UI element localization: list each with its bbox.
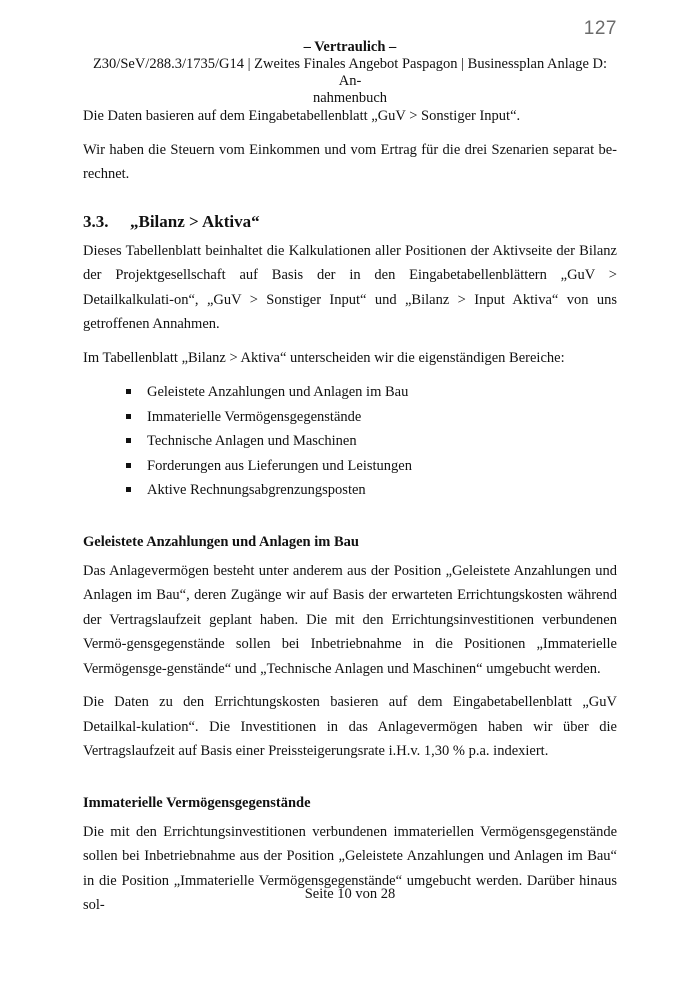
intro-paragraph-1: Die Daten basieren auf dem Eingabetabellenblatt „GuV > Sonstiger Input“. [83,108,521,124]
list-item: Aktive Rechnungsabgrenzungsposten [126,478,617,503]
square-bullet-icon [126,487,131,492]
list-item: Technische Anlagen und Maschinen [126,429,617,454]
reference-line-2: nahmenbuch [312,90,388,106]
section-title: „Bilanz > Aktiva“ [130,211,260,231]
section-heading [83,210,617,234]
square-bullet-icon [126,414,131,419]
intro-paragraph-2: Wir haben die Steuern vom Einkommen und vom Ertrag für die drei Szenarien separat be-rechnet. [83,141,617,182]
section-paragraph-2: Im Tabellenblatt „Bilanz > Aktiva“ unterscheiden wir die eigenständigen Bereiche: [83,349,565,366]
list-item: Immaterielle Vermögensgegenstände [126,405,617,430]
anzahlungen-paragraph-2: Die Daten zu den Errichtungskosten basieren auf dem Eingabetabellenblatt „GuV Detailkal-kulation“. Die Investitionen in das Anlagevermögen haben wir über die Vertragslaufzeit auf Basis einer Preissteigerungsrate i.H.v. 1,30 % p.a. indexiert. [83,694,617,759]
square-bullet-icon [126,389,131,394]
list-item: Forderungen aus Lieferungen und Leistungen [126,454,617,479]
square-bullet-icon [126,438,131,443]
subheading-anzahlungen: Geleistete Anzahlungen und Anlagen im Bau [83,533,359,550]
document-body [83,104,617,918]
reference-line-1: Z30/SeV/288.3/1735/G14 | Zweites Finales Angebot Paspagon | Businessplan Anlage D: An- [92,56,608,89]
immaterielle-paragraph-1: Die mit den Errichtungsinvestitionen verbundenen immateriellen Vermögensgegenstände sollen bei Inbetriebnahme aus der Position „Geleistete Anzahlungen und Anlagen im Bau“ in die Position „Immaterielle Vermögensgegenstände“ umgebucht werden. Darüber hinaus sol- [83,823,617,913]
square-bullet-icon [126,463,131,468]
anzahlungen-paragraph-1: Das Anlagevermögen besteht unter anderem aus der Position „Geleistete Anzahlungen und Anlagen im Bau“, deren Zugänge wir auf Basis der erwarteten Errichtungskosten während der Vertragslaufzeit geplant haben. Die mit den Errichtungsinvestitionen verbundenen Vermö-gensgegenstände sollen bei Inbetriebnahme in die Positionen „Immaterielle Vermögensge-genstände“ und „Technische Anlagen und Maschinen“ umgebucht werden. [83,562,617,677]
confidential-label: – Vertraulich – [303,39,397,55]
section-number: 3.3. [83,211,109,231]
page-footer: Seite 10 von 28 [304,886,396,902]
subheading-immaterielle: Immaterielle Vermögensgegenstände [83,794,311,811]
bullet-list [83,380,617,503]
list-item: Geleistete Anzahlungen und Anlagen im Bau [126,380,617,405]
page-header [83,39,617,107]
section-paragraph-1: Dieses Tabellenblatt beinhaltet die Kalkulationen aller Positionen der Aktivseite der Bilanz der Projektgesellschaft auf Basis der in den Eingabetabellenblättern „GuV > Detailkalkulati-on“, „GuV > Sonstiger Input“ und „Bilanz > Input Aktiva“ von uns getroffenen Annahmen. [83,242,617,332]
page-stamp-number: 127 [583,18,617,39]
